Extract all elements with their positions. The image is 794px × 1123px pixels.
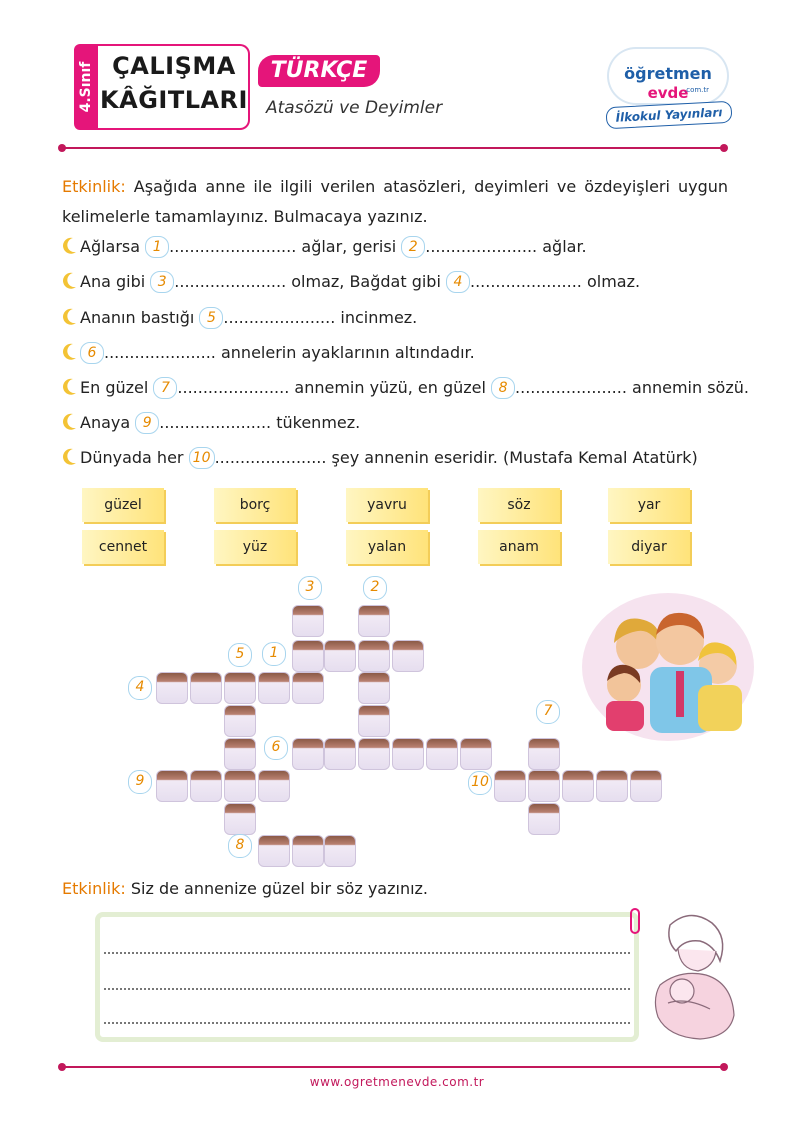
sentence-text: En güzel	[80, 378, 154, 397]
title-line-1: ÇALIŞMA	[112, 52, 236, 80]
topic-title: Atasözü ve Deyimler	[266, 98, 443, 118]
paperclip-icon	[630, 908, 640, 934]
header-divider	[62, 147, 722, 149]
crossword-number: 9	[128, 770, 152, 794]
blank-number: 5	[199, 307, 223, 329]
crossword-cell[interactable]	[190, 672, 222, 704]
moon-icon	[62, 307, 78, 325]
sentence-4	[62, 339, 475, 367]
activity2-instruction	[62, 874, 728, 904]
blank-number: 10	[189, 447, 215, 469]
blank-number: 9	[135, 412, 159, 434]
word-card[interactable]: diyar	[608, 530, 690, 564]
word-card[interactable]: yalan	[346, 530, 428, 564]
crossword-cell[interactable]	[528, 803, 560, 835]
sentence-2	[62, 268, 640, 296]
crossword-number: 5	[228, 643, 252, 667]
blank-number: 3	[150, 271, 174, 293]
activity1-instruction	[62, 172, 728, 232]
writing-line[interactable]	[104, 952, 630, 954]
crossword-number: 8	[228, 834, 252, 858]
crossword-cell[interactable]	[494, 770, 526, 802]
logo-domain: .com.tr	[684, 86, 710, 94]
mother-baby-illustration-icon	[640, 905, 740, 1045]
crossword-number: 7	[536, 700, 560, 724]
crossword-cell[interactable]	[630, 770, 662, 802]
sentence-7	[62, 444, 698, 472]
crossword-cell[interactable]	[224, 705, 256, 737]
crossword-cell[interactable]	[460, 738, 492, 770]
moon-icon	[62, 342, 78, 360]
title-line-2: KÂĞITLARI	[100, 86, 248, 114]
grade-label: 4.Sınıf	[78, 61, 94, 113]
crossword-number: 4	[128, 676, 152, 700]
crossword-cell[interactable]	[224, 672, 256, 704]
subject-badge: TÜRKÇE	[258, 55, 380, 87]
moon-icon	[62, 271, 78, 289]
sentence-3	[62, 304, 417, 332]
crossword-cell[interactable]	[156, 672, 188, 704]
sentence-text: ...................... olmaz.	[469, 272, 641, 291]
family-illustration-icon	[580, 585, 756, 745]
crossword-cell[interactable]	[292, 672, 324, 704]
sentence-text: ...................... olmaz, Bağdat gibi	[174, 272, 446, 291]
writing-line[interactable]	[104, 1022, 630, 1024]
crossword-cell[interactable]	[392, 640, 424, 672]
crossword-cell[interactable]	[258, 672, 290, 704]
crossword-cell[interactable]	[562, 770, 594, 802]
crossword-cell[interactable]	[258, 835, 290, 867]
sentence-text: Ana gibi	[80, 272, 151, 291]
divider-dot-right	[720, 144, 728, 152]
blank-number: 8	[491, 377, 515, 399]
sentence-text: ...................... şey annenin eseridir. (Mustafa Kemal Atatürk)	[214, 448, 698, 467]
activity1-text: Aşağıda anne ile ilgili verilen atasözleri, deyimleri ve özdeyişleri uygun kelimelerle tamamlayınız. Bulmacaya yazınız.	[62, 177, 728, 226]
sentence-1	[62, 233, 587, 261]
crossword-cell[interactable]	[358, 738, 390, 770]
sentence-5	[62, 374, 749, 402]
crossword-number: 10	[468, 771, 492, 795]
footer-dot-left	[58, 1063, 66, 1071]
sentence-text: ...................... incinmez.	[223, 308, 418, 327]
sentence-text: Anaya	[80, 413, 136, 432]
crossword-cell[interactable]	[224, 803, 256, 835]
sentence-text: ...................... annelerin ayaklarının altındadır.	[104, 343, 475, 362]
word-card[interactable]: borç	[214, 488, 296, 522]
crossword-cell[interactable]	[426, 738, 458, 770]
sentence-text: ...................... tükenmez.	[159, 413, 361, 432]
crossword-number: 6	[264, 736, 288, 760]
crossword-number: 3	[298, 576, 322, 600]
logo-text-top: öğretmen	[624, 64, 712, 83]
blank-number: 1	[145, 236, 169, 258]
sentence-text: ...................... ağlar.	[425, 237, 587, 256]
crossword-cell[interactable]	[358, 605, 390, 637]
crossword-cell[interactable]	[190, 770, 222, 802]
footer-dot-right	[720, 1063, 728, 1071]
blank-number: 7	[153, 377, 177, 399]
crossword-cell[interactable]	[528, 770, 560, 802]
crossword-cell[interactable]	[358, 672, 390, 704]
crossword-cell[interactable]	[392, 738, 424, 770]
crossword-cell[interactable]	[224, 770, 256, 802]
sentence-6	[62, 409, 360, 437]
crossword-number: 1	[262, 642, 286, 666]
crossword-cell[interactable]	[156, 770, 188, 802]
crossword-cell[interactable]	[528, 738, 560, 770]
logo-tagline: İlkokul Yayınları	[606, 101, 733, 130]
crossword-cell[interactable]	[224, 738, 256, 770]
crossword-cell[interactable]	[358, 640, 390, 672]
word-card[interactable]: söz	[478, 488, 560, 522]
sentence-text: ...................... annemin sözü.	[515, 378, 749, 397]
footer-divider	[62, 1066, 722, 1068]
activity1-label: Etkinlik:	[62, 177, 126, 196]
crossword-cell[interactable]	[292, 605, 324, 637]
crossword-cell[interactable]	[358, 705, 390, 737]
crossword-cell[interactable]	[292, 640, 324, 672]
crossword-cell[interactable]	[324, 738, 356, 770]
moon-icon	[62, 377, 78, 395]
crossword-cell[interactable]	[258, 770, 290, 802]
crossword-number: 2	[363, 576, 387, 600]
crossword-cell[interactable]	[292, 738, 324, 770]
word-card[interactable]: güzel	[82, 488, 164, 522]
activity2-label: Etkinlik:	[62, 879, 126, 898]
logo-text-bottom: evde	[647, 84, 689, 102]
sentence-text: ...................... annemin yüzü, en güzel	[177, 378, 492, 397]
sentence-text: Ananın bastığı	[80, 308, 200, 327]
moon-icon	[62, 447, 78, 465]
blank-number: 6	[80, 342, 104, 364]
crossword-cell[interactable]	[596, 770, 628, 802]
blank-number: 2	[401, 236, 425, 258]
word-card[interactable]: yavru	[346, 488, 428, 522]
sentence-text: Dünyada her	[80, 448, 189, 467]
word-card[interactable]: cennet	[82, 530, 164, 564]
sentence-text: Ağlarsa	[80, 237, 146, 256]
moon-icon	[62, 412, 78, 430]
word-card[interactable]: anam	[478, 530, 560, 564]
sentence-text: ......................... ağlar, gerisi	[169, 237, 402, 256]
moon-icon	[62, 236, 78, 254]
divider-dot-left	[58, 144, 66, 152]
word-card[interactable]: yar	[608, 488, 690, 522]
footer-url[interactable]: www.ogretmenevde.com.tr	[309, 1075, 485, 1089]
word-card[interactable]: yüz	[214, 530, 296, 564]
crossword-cell[interactable]	[324, 640, 356, 672]
activity2-text: Siz de annenize güzel bir söz yazınız.	[125, 879, 429, 898]
crossword-cell[interactable]	[324, 835, 356, 867]
blank-number: 4	[446, 271, 470, 293]
crossword-cell[interactable]	[292, 835, 324, 867]
writing-line[interactable]	[104, 988, 630, 990]
